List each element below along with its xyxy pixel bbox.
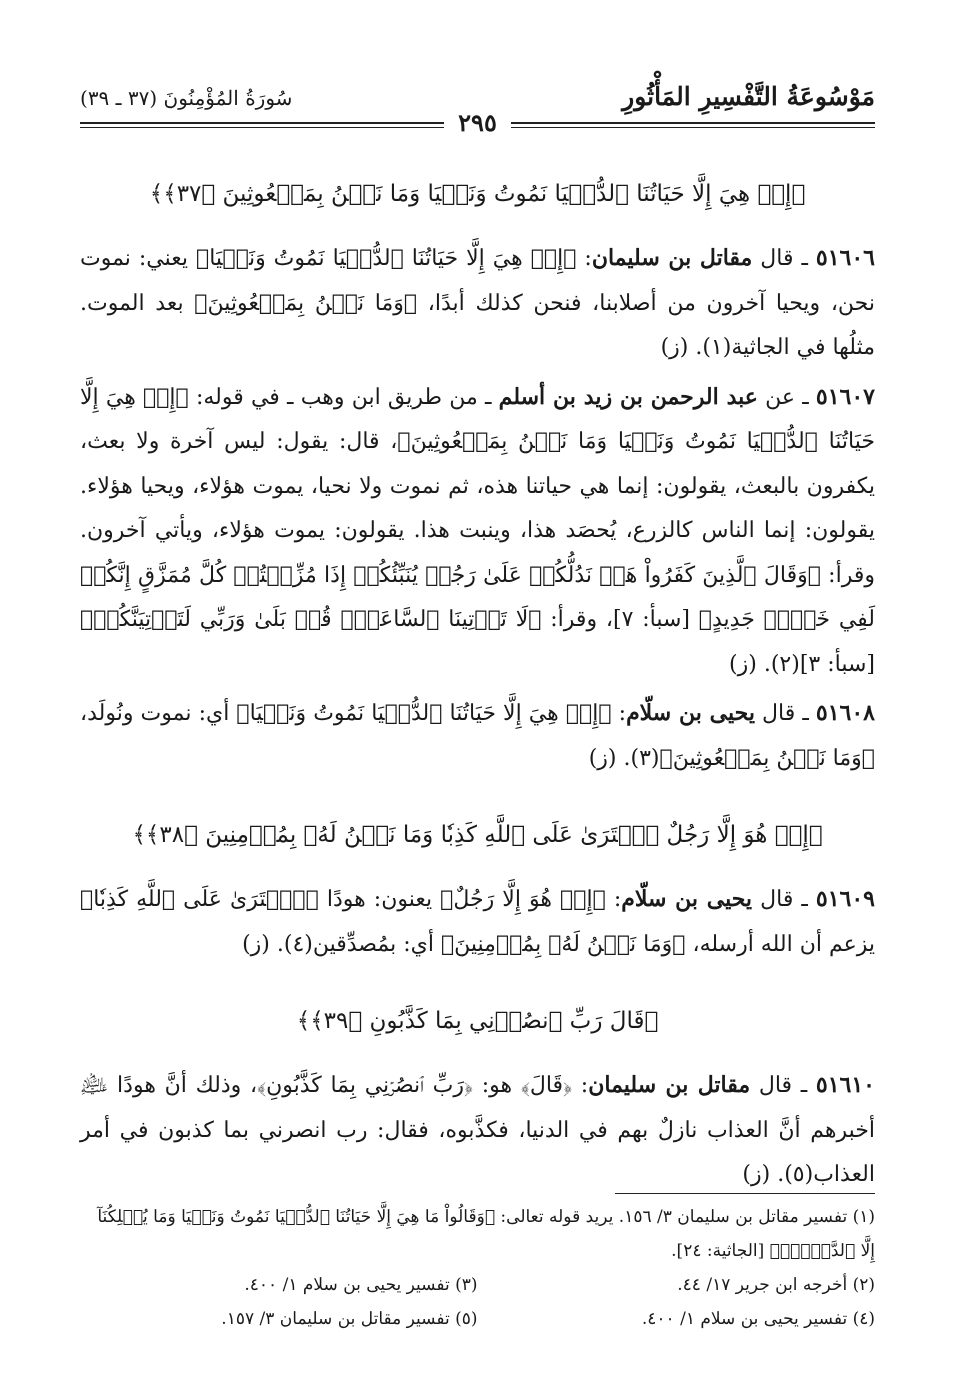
narrator-name: مقاتل بن سليمان — [591, 245, 753, 271]
narration-number: ٥١٦٠٧ — [815, 383, 875, 410]
page-body — [80, 170, 875, 1198]
footnote-3: (٣) تفسير يحيى بن سلام ١/ ٤٠٠. — [244, 1275, 478, 1295]
narration-51606 — [80, 236, 875, 371]
narration-text: : ﴿إِنۡ هِيَ إِلَّا حَيَاتُنَا ٱلدُّنۡيَا نَمُوتُ وَنَحۡيَا﴾ يعني: نموت نحن، ويحيا آخرون من أصلابنا، فنحن كذلك أبدًا، ﴿وَمَا نَحۡنُ بِمَبۡعُوثِينَ﴾ بعد الموت. مثلُها في الجاثية(١). (ز) — [80, 246, 875, 360]
narration-intro: ـ قال — [752, 246, 816, 271]
narration-51609 — [80, 877, 875, 967]
quran-verse-38: ﴿إِنۡ هُوَ إِلَّا رَجُلٌ ٱفۡتَرَىٰ عَلَى ٱللَّهِ كَذِبٗا وَمَا نَحۡنُ لَهُۥ بِمُؤۡمِنِينَ ﴿٣٨﴾﴾ — [132, 822, 823, 848]
quran-verse-39: ﴿قَالَ رَبِّ ٱنصُرۡنِي بِمَا كَذَّبُونِ ﴿٣٩﴾﴾ — [296, 1008, 659, 1034]
book-title: مَوْسُوعَةُ التَّفْسِيرِ المَأْثُورِ — [622, 82, 875, 111]
narration-number: ٥١٦٠٩ — [815, 886, 875, 912]
page-number: ٢٩٥ — [444, 108, 511, 137]
footnote-divider — [615, 1193, 875, 1194]
footnote-1: (١) تفسير مقاتل بن سليمان ٣/ ١٥٦. يريد قوله تعالى: ﴿وَقَالُواْ مَا هِيَ إِلَّا حَيَاتُنَا ٱلدُّنۡيَا نَمُوتُ وَنَحۡيَا وَمَا يُهۡلِكُنَآ إِلَّا ٱلدَّهۡرُۚ﴾ [الجاثية: ٢٤]. — [97, 1207, 875, 1261]
narrator-name: عبد الرحمن بن زيد بن أسلم — [498, 383, 758, 410]
narration-text: : ﴿إِنۡ هُوَ إِلَّا رَجُلٌ﴾ يعنون: هودًا ﴿ٱفۡتَرَىٰ عَلَى ٱللَّهِ كَذِبٗا﴾ يزعم أن الله أرسله، ﴿وَمَا نَحۡنُ لَهُۥ بِمُؤۡمِنِينَ﴾ أي: بمُصدِّقين(٤). (ز) — [80, 887, 875, 957]
narration-51608 — [80, 691, 875, 781]
narration-51610 — [80, 1063, 875, 1198]
footnote-4: (٤) تفسير يحيى بن سلام ١/ ٤٠٠. — [641, 1309, 875, 1329]
narration-intro: ـ عن — [757, 384, 816, 410]
narrator-name: يحيى بن سلّام — [626, 700, 755, 726]
narration-number: ٥١٦٠٦ — [815, 245, 875, 271]
narration-intro: ـ قال — [752, 887, 816, 912]
narrator-name: يحيى بن سلّام — [621, 886, 753, 912]
footnotes — [80, 1200, 875, 1336]
narration-51607 — [80, 375, 875, 688]
narration-intro: ـ قال — [754, 701, 816, 726]
narrator-name: مقاتل بن سليمان — [588, 1072, 751, 1098]
surah-reference: سُورَةُ المُؤْمِنُونَ (٣٧ ـ ٣٩) — [80, 86, 293, 110]
narration-intro: ـ قال — [750, 1073, 816, 1098]
narration-text: ـ من طريق ابن وهب ـ في قوله: ﴿إِنۡ هِيَ إِلَّا حَيَاتُنَا ٱلدُّنۡيَا نَمُوتُ وَنَحۡيَا وَمَا نَحۡنُ بِمَبۡعُوثِينَ﴾، قال: يقول: ليس آخرة ولا بعث، يكفرون بالبعث، يقولون: إنما هي حياتنا هذه، ثم نموت ولا نحيا، يموت هؤلاء، ويحيا هؤلاء. يقولون: إنما الناس كالزرع، يُحصَد هذا، وينبت هذا. يقولون: يموت هؤلاء، ويأتي آخرون. وقرأ: ﴿وَقَالَ ٱلَّذِينَ كَفَرُواْ هَلۡ نَدُلُّكُمۡ عَلَىٰ رَجُلٖ يُنَبِّئُكُمۡ إِذَا مُزِّقۡتُمۡ كُلَّ مُمَزَّقٍ إِنَّكُمۡ لَفِي خَلۡقٖ جَدِيدٍ﴾ [سبأ: ٧]، وقرأ: ﴿لَا تَأۡتِينَا ٱلسَّاعَةُۖ قُلۡ بَلَىٰ وَرَبِّي لَتَأۡتِيَنَّكُمۡ﴾ [سبأ: ٣](٢). (ز) — [80, 384, 876, 677]
narration-number: ٥١٦١٠ — [815, 1072, 875, 1098]
footnote-5: (٥) تفسير مقاتل بن سليمان ٣/ ١٥٧. — [221, 1309, 478, 1329]
narration-text: : ﴿قَالَ﴾ هو: ﴿رَبِّ ٱنصُرۡنِي بِمَا كَذَّبُونِ﴾، وذلك أنَّ هودًا ﵇ أخبرهم أنَّ العذاب نازلٌ بهم في الدنيا، فكذَّبوه، فقال: رب انصرني بما كذبون في أمر العذاب(٥). (ز) — [80, 1073, 875, 1187]
narration-text: : ﴿إِنۡ هِيَ إِلَّا حَيَاتُنَا ٱلدُّنۡيَا نَمُوتُ وَنَحۡيَا﴾ أي: نموت ونُولَد، ﴿وَمَا نَحۡنُ بِمَبۡعُوثِينَ﴾(٣). (ز) — [80, 701, 875, 771]
quran-verse-37: ﴿إِنۡ هِيَ إِلَّا حَيَاتُنَا ٱلدُّنۡيَا نَمُوتُ وَنَحۡيَا وَمَا نَحۡنُ بِمَبۡعُوثِينَ ﴿٣٧﴾﴾ — [149, 181, 806, 207]
footnote-2: (٢) أخرجه ابن جرير ١٧/ ٤٤. — [677, 1275, 875, 1295]
narration-number: ٥١٦٠٨ — [815, 700, 875, 726]
